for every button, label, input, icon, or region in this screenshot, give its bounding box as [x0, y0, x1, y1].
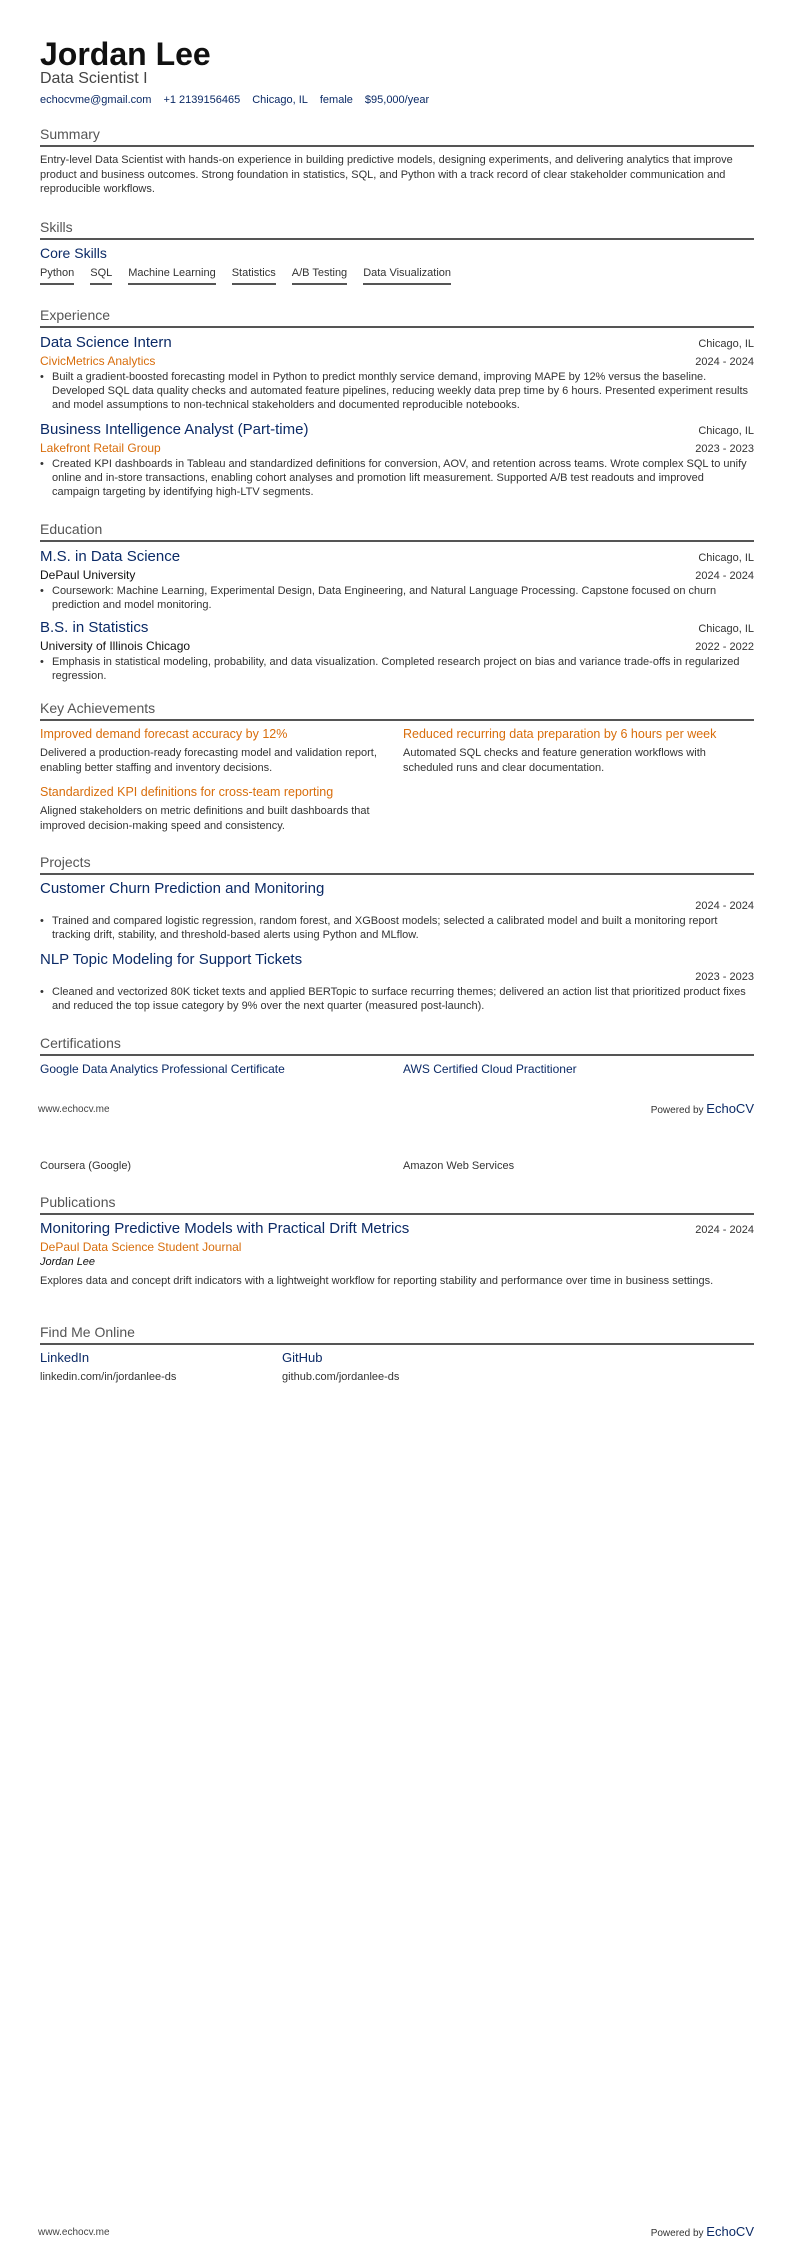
education-bullet: • Coursework: Machine Learning, Experimental Design, Data Engineering, and Natural Language Processing. Capstone focused on churn prediction and model monitoring. [52, 584, 754, 612]
achievement-text: Automated SQL checks and feature generation workflows with scheduled runs and clear documentation. [403, 747, 706, 774]
skill-tag: SQL [90, 267, 112, 285]
experience-company: CivicMetrics Analytics [40, 354, 156, 368]
project-bullets [40, 985, 754, 1013]
certification-name: Google Data Analytics Professional Certificate [40, 1062, 285, 1076]
education-dates: 2024 - 2024 [695, 570, 754, 582]
achievements-divider [40, 719, 754, 721]
project-bullet: • Cleaned and vectorized 80K ticket texts and applied BERTopic to surface recurring themes; delivered an action list that prioritized product fixes and reduced the top issue category by 9% over the next quarter (measured post-launch). [52, 985, 754, 1013]
projects-divider [40, 873, 754, 875]
skill-tag: Data Visualization [363, 267, 451, 285]
core-skills-title: Core Skills [40, 245, 107, 261]
achievement-title: Standardized KPI definitions for cross-team reporting [40, 785, 334, 799]
summary-text: Entry-level Data Scientist with hands-on experience in building predictive models, designing experiments, and delivering analytics that improve product and business outcomes. Strong foundation in statistics, SQL, and Python with a track record of clear stakeholder communication and reproducible workflows. [40, 154, 733, 195]
project-bullet: • Trained and compared logistic regression, random forest, and XGBoost models; selected a calibrated model and built a monitoring report tracking drift, stability, and threshold-based alerts using Python and MLflow. [52, 914, 754, 942]
skill-tag: Python [40, 267, 74, 285]
powered-by-text: Powered by [650, 1105, 704, 1116]
skills-list [40, 267, 451, 285]
online-divider [40, 1343, 754, 1345]
linkedin-link[interactable]: linkedin.com/in/jordanlee-ds [40, 1371, 177, 1383]
education-bullet: • Emphasis in statistical modeling, probability, and data visualization. Completed research project on bias and variance trade-offs in regularized regression. [52, 655, 754, 683]
github-label: GitHub [282, 1350, 323, 1365]
education-heading: Education [40, 521, 103, 537]
location-text: Chicago, IL [252, 94, 308, 106]
publications-divider [40, 1213, 754, 1215]
certifications-divider [40, 1054, 754, 1056]
education-degree: M.S. in Data Science [40, 548, 181, 565]
contact-row [40, 94, 429, 106]
experience-divider [40, 326, 754, 328]
summary-heading: Summary [40, 126, 100, 142]
footer-site[interactable]: www.echocv.me [38, 1104, 110, 1115]
experience-dates: 2023 - 2023 [695, 443, 754, 455]
project-bullets [40, 914, 754, 942]
publication-dates: 2024 - 2024 [695, 1224, 754, 1236]
echocv-logo[interactable]: EchoCV [706, 2224, 754, 2239]
summary-divider [40, 145, 754, 147]
achievement-title: Improved demand forecast accuracy by 12% [40, 727, 288, 741]
experience-heading: Experience [40, 307, 111, 323]
experience-location: Chicago, IL [698, 338, 754, 350]
experience-bullet: • Created KPI dashboards in Tableau and standardized definitions for conversion, AOV, and retention across teams. Wrote complex SQL to unify online and in-store transactions, enabling cohort analyses and promotion lift measurement. Supported A/B test readouts and improved campaign targeting by identifying high-LTV segments. [52, 457, 754, 499]
salary-text: $95,000/year [364, 94, 430, 106]
experience-role: Data Science Intern [40, 334, 172, 351]
footer-powered [560, 2224, 754, 2239]
github-link[interactable]: github.com/jordanlee-ds [282, 1371, 400, 1383]
experience-company: Lakefront Retail Group [40, 441, 161, 455]
achievements-heading: Key Achievements [40, 700, 156, 716]
powered-by-text: Powered by [650, 2228, 704, 2239]
certification-issuer: Coursera (Google) [40, 1160, 132, 1172]
publication-text: Explores data and concept drift indicators with a lightweight workflow for reporting stability and performance over time in business settings. [40, 1275, 714, 1287]
project-dates: 2024 - 2024 [695, 900, 754, 912]
education-bullets [40, 655, 754, 683]
publication-author: Jordan Lee [40, 1256, 96, 1268]
footer-powered [560, 1101, 754, 1116]
education-divider [40, 540, 754, 542]
education-dates: 2022 - 2022 [695, 641, 754, 653]
online-heading: Find Me Online [40, 1324, 135, 1340]
phone-text: +1 2139156465 [163, 94, 241, 106]
certification-name: AWS Certified Cloud Practitioner [403, 1062, 577, 1076]
skills-divider [40, 238, 754, 240]
experience-dates: 2024 - 2024 [695, 356, 754, 368]
skill-tag: A/B Testing [292, 267, 347, 285]
experience-bullets [40, 370, 754, 412]
achievement-title: Reduced recurring data preparation by 6 hours per week [403, 727, 717, 741]
project-dates: 2023 - 2023 [695, 971, 754, 983]
certifications-heading: Certifications [40, 1035, 121, 1051]
publication-title: Monitoring Predictive Models with Practical Drift Metrics [40, 1220, 410, 1237]
footer-site[interactable]: www.echocv.me [38, 2227, 110, 2238]
project-title: Customer Churn Prediction and Monitoring [40, 880, 325, 897]
skill-tag: Machine Learning [128, 267, 215, 285]
experience-role: Business Intelligence Analyst (Part-time) [40, 421, 309, 438]
experience-bullets [40, 457, 754, 499]
education-location: Chicago, IL [698, 552, 754, 564]
email-link[interactable]: echocvme@gmail.com [40, 94, 152, 106]
gender-text: female [319, 94, 353, 106]
education-school: DePaul University [40, 568, 136, 582]
education-location: Chicago, IL [698, 623, 754, 635]
linkedin-label: LinkedIn [40, 1350, 90, 1365]
candidate-name: Jordan Lee [40, 36, 211, 72]
achievement-text: Aligned stakeholders on metric definitions and built dashboards that improved decision-making speed and consistency. [40, 805, 370, 832]
education-bullets [40, 584, 754, 612]
project-title: NLP Topic Modeling for Support Tickets [40, 951, 303, 968]
education-degree: B.S. in Statistics [40, 619, 149, 636]
certification-issuer: Amazon Web Services [403, 1160, 515, 1172]
experience-location: Chicago, IL [698, 425, 754, 437]
echocv-logo[interactable]: EchoCV [706, 1101, 754, 1116]
skill-tag: Statistics [232, 267, 276, 285]
publications-heading: Publications [40, 1194, 116, 1210]
skills-heading: Skills [40, 219, 73, 235]
projects-heading: Projects [40, 854, 91, 870]
job-title: Data Scientist I [40, 70, 148, 87]
education-school: University of Illinois Chicago [40, 639, 191, 653]
experience-bullet: • Built a gradient-boosted forecasting model in Python to predict monthly service demand, improving MAPE by 12% versus the baseline. Developed SQL data quality checks and automated feature pipelines, reducing weekly data prep time by 6 hours. Presented experiment results and model assumptions to non-technical stakeholders and documented reproducible notebooks. [52, 370, 754, 412]
achievement-text: Delivered a production-ready forecasting model and validation report, enabling better staffing and inventory decisions. [40, 747, 377, 774]
publication-venue: DePaul Data Science Student Journal [40, 1240, 242, 1254]
